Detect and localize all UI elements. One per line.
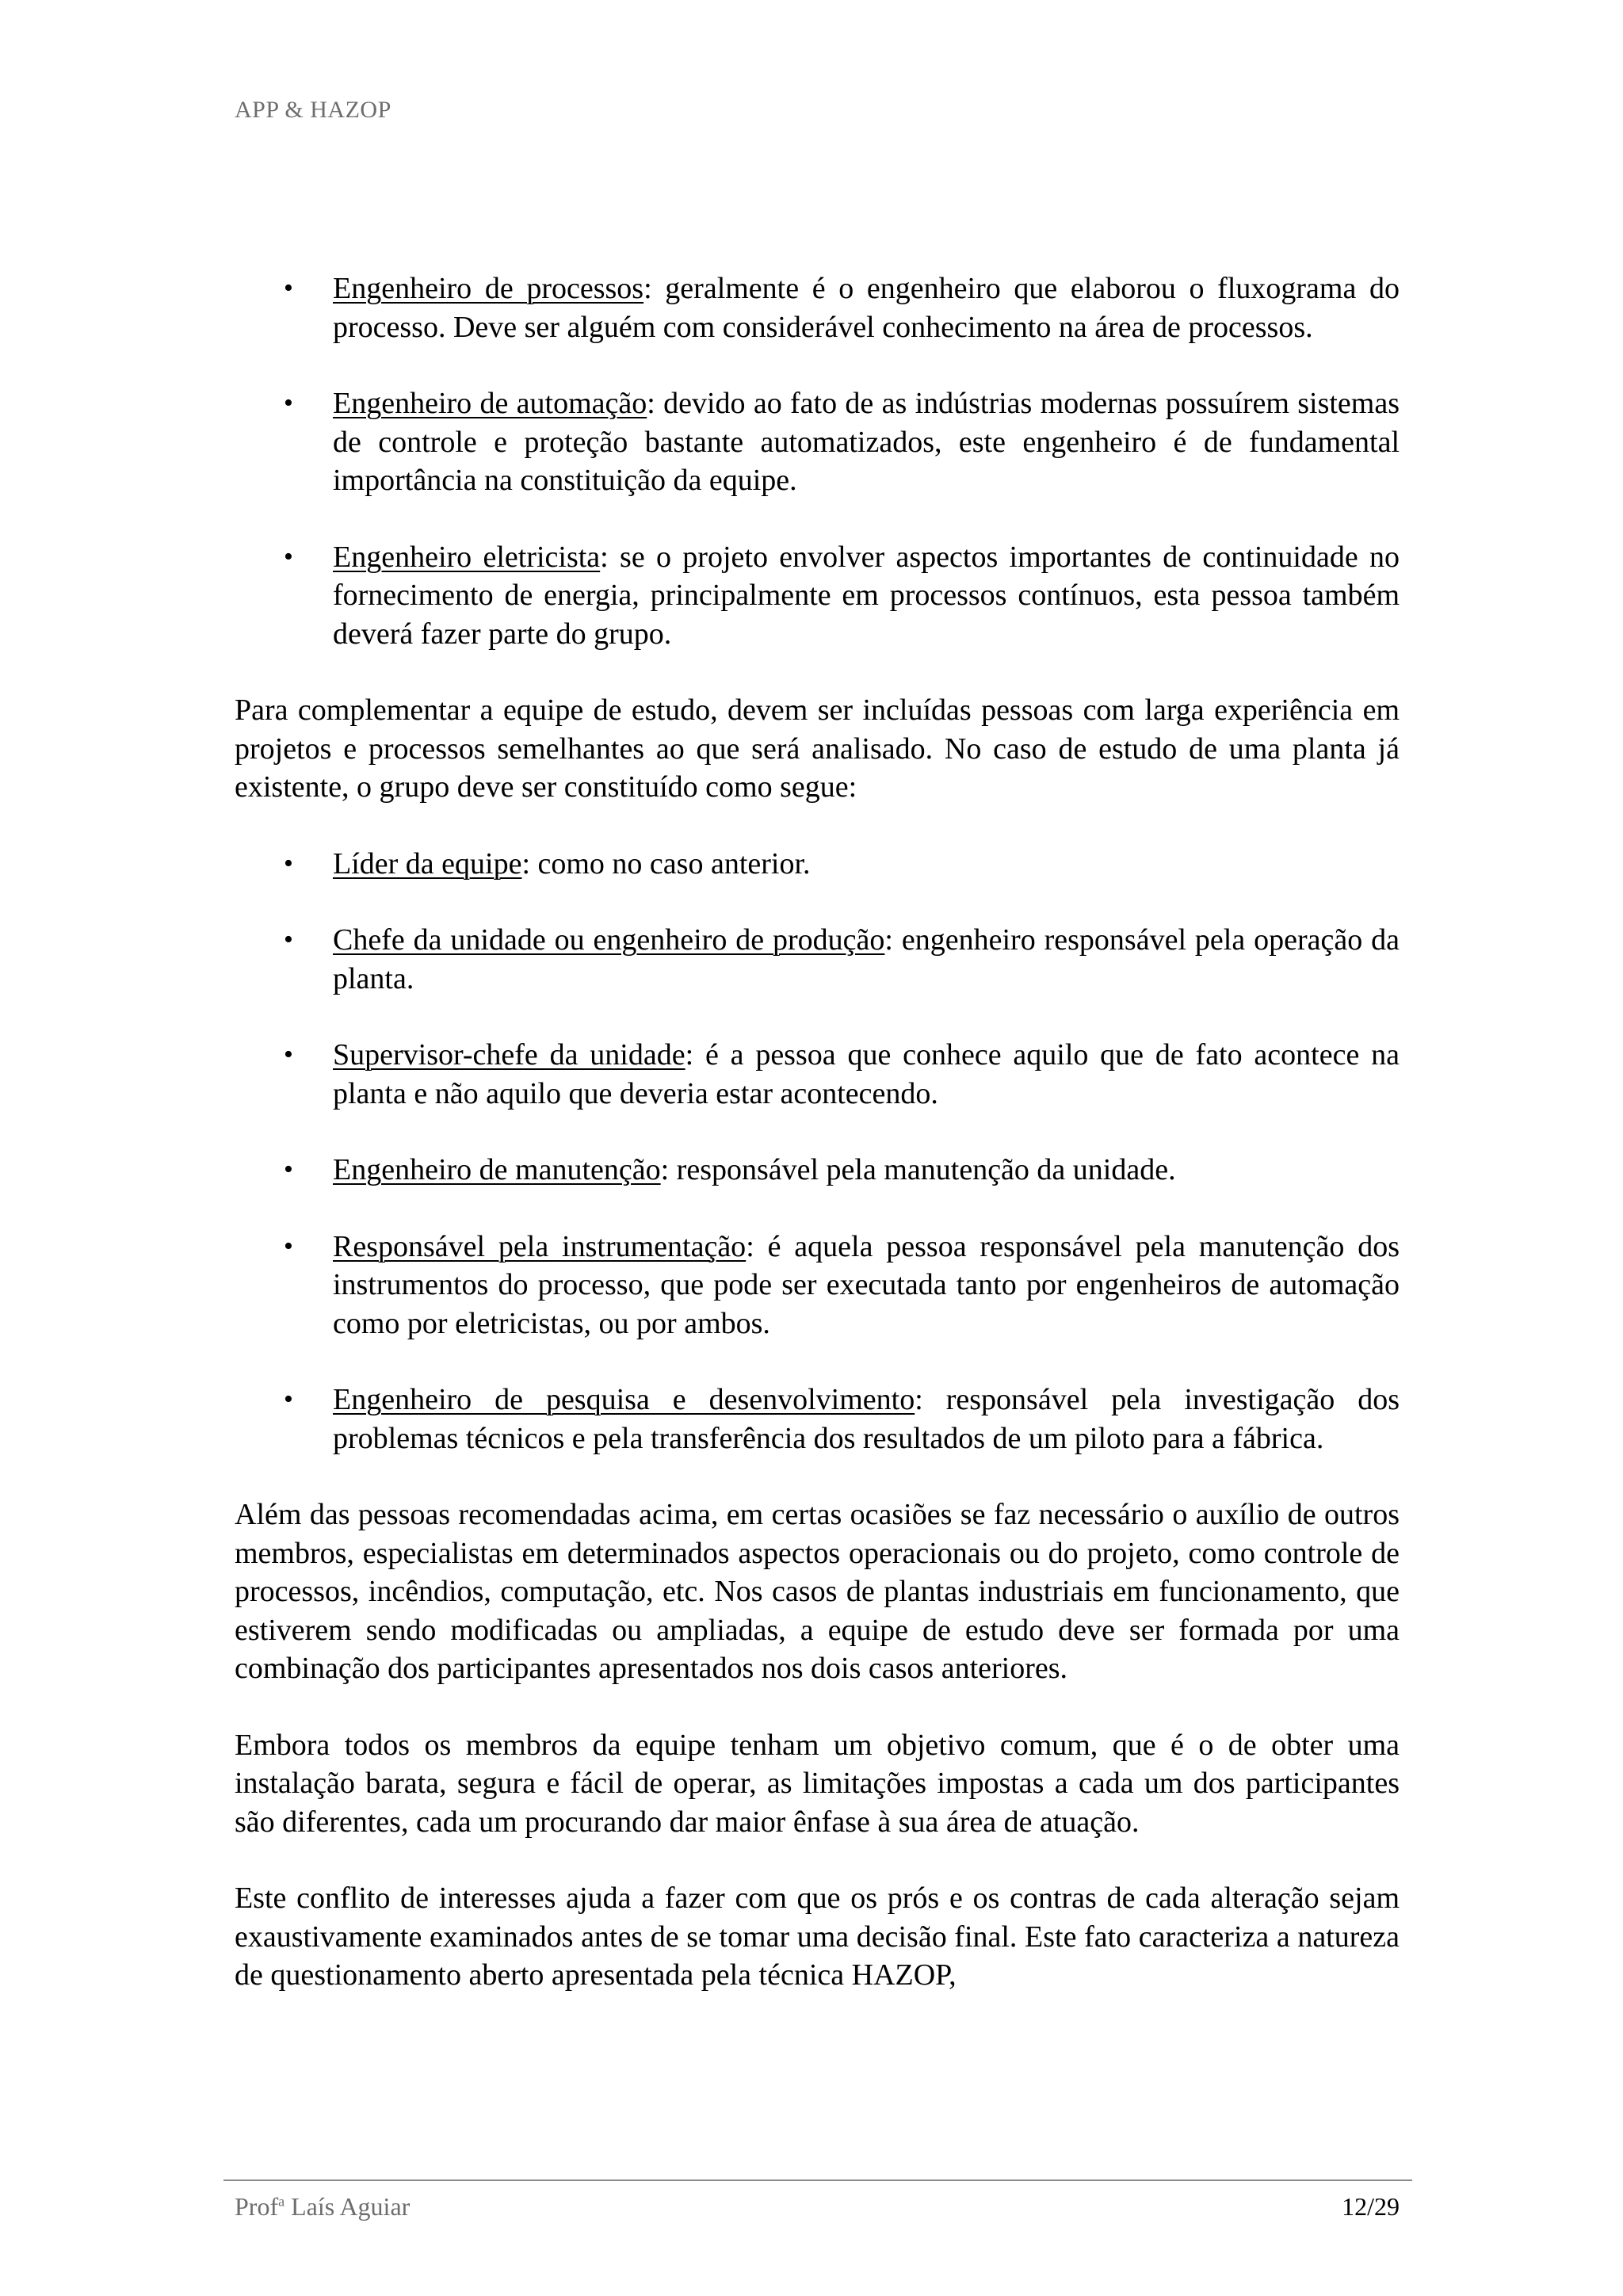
page-number: 12/29	[1342, 2192, 1400, 2221]
role-description: : devido ao fato de as indústrias modernas possuírem sistemas de controle e proteção bastante automatizados, este engenheiro é de fundamental importância na constituição da equipe.	[333, 387, 1400, 497]
bullet-icon: •	[284, 1155, 293, 1184]
page-body	[235, 269, 1400, 2033]
role-description: : engenheiro responsável pela operação da planta.	[333, 923, 1400, 995]
role-term: Chefe da unidade ou engenheiro de produção	[333, 923, 885, 957]
author-prefix: Prof	[235, 2192, 279, 2221]
paragraph-common-objective: Embora todos os membros da equipe tenham um objetivo comum, que é o de obter uma instalação barata, segura e fácil de operar, as limitações impostas a cada um dos participantes são diferentes, cada um procurando dar maior ênfase à sua área de atuação.	[235, 1728, 1400, 1839]
role-description: : responsável pela investigação dos problemas técnicos e pela transferência dos resultados de um piloto para a fábrica.	[333, 1383, 1400, 1455]
role-description: : responsável pela manutenção da unidade.	[660, 1153, 1176, 1186]
footer-divider	[223, 2179, 1412, 2181]
role-term: Engenheiro de processos	[333, 272, 644, 305]
bullet-icon: •	[284, 848, 293, 878]
list-item	[235, 269, 1400, 346]
list-item	[235, 921, 1400, 998]
list-item	[235, 845, 1400, 884]
bullet-icon: •	[284, 273, 293, 303]
bullet-icon: •	[284, 1385, 293, 1414]
role-description: : geralmente é o engenheiro que elaborou o fluxograma do processo. Deve ser alguém com considerável conhecimento na área de processos.	[333, 272, 1400, 344]
role-description: : como no caso anterior.	[521, 846, 811, 881]
paragraph-complement-team: Para complementar a equipe de estudo, devem ser incluídas pessoas com larga experiência em projetos e processos semelhantes ao que será analisado. No caso de estudo de uma planta já existente, o grupo deve ser constituído como segue:	[235, 693, 1400, 804]
role-description: : é aquela pessoa responsável pela manutenção dos instrumentos do processo, que pode ser executada tanto por engenheiros de automação como por eletricistas, ou por ambos.	[333, 1229, 1400, 1340]
list-item	[235, 1228, 1400, 1343]
author-superscript: a	[278, 2193, 285, 2210]
list-item	[235, 538, 1400, 654]
list-item	[235, 384, 1400, 500]
role-term: Engenheiro de manutenção	[333, 1153, 661, 1186]
bullet-icon: •	[284, 388, 293, 418]
list-item	[235, 1036, 1400, 1113]
role-term: Supervisor-chefe da unidade	[333, 1038, 685, 1072]
role-term: Engenheiro eletricista	[333, 540, 601, 574]
bullet-icon: •	[284, 1040, 293, 1069]
role-term: Engenheiro de automação	[333, 387, 647, 420]
role-description: : é a pessoa que conhece aquilo que de fato acontece na planta e não aquilo que deveria estar acontecendo.	[333, 1038, 1400, 1110]
bullet-icon: •	[284, 925, 293, 954]
role-description: : se o projeto envolver aspectos importantes de continuidade no fornecimento de energia, principalmente em processos contínuos, esta pessoa também deverá fazer parte do grupo.	[333, 540, 1400, 651]
list-item	[235, 1381, 1400, 1457]
author-name: Laís Aguiar	[285, 2192, 411, 2221]
running-header: APP & HAZOP	[235, 97, 391, 123]
list-item	[235, 1151, 1400, 1190]
bullet-icon: •	[284, 1231, 293, 1261]
bullet-icon: •	[284, 541, 293, 571]
role-term: Líder da equipe	[333, 846, 522, 881]
role-term: Responsável pela instrumentação	[333, 1229, 747, 1263]
paragraph-conflict-of-interests: Este conflito de interesses ajuda a fazer com que os prós e os contras de cada alteração sejam exaustivamente examinados antes de se tomar uma decisão final. Este fato caracteriza a natureza de questionamento aberto apresentada pela técnica HAZOP,	[235, 1881, 1400, 1992]
paragraph-additional-members: Além das pessoas recomendadas acima, em certas ocasiões se faz necessário o auxílio de outros membros, especialistas em determinados aspectos operacionais ou do projeto, como controle de processos, incêndios, computação, etc. Nos casos de plantas industriais em funcionamento, que estiverem sendo modificadas ou ampliadas, a equipe de estudo deve ser formada por uma combinação dos participantes apresentados nos dois casos anteriores.	[235, 1498, 1400, 1685]
footer-author	[235, 2192, 410, 2222]
role-term: Engenheiro de pesquisa e desenvolvimento	[333, 1383, 915, 1416]
team-list-new-plant	[235, 269, 1400, 653]
team-list-existing-plant	[235, 845, 1400, 1458]
